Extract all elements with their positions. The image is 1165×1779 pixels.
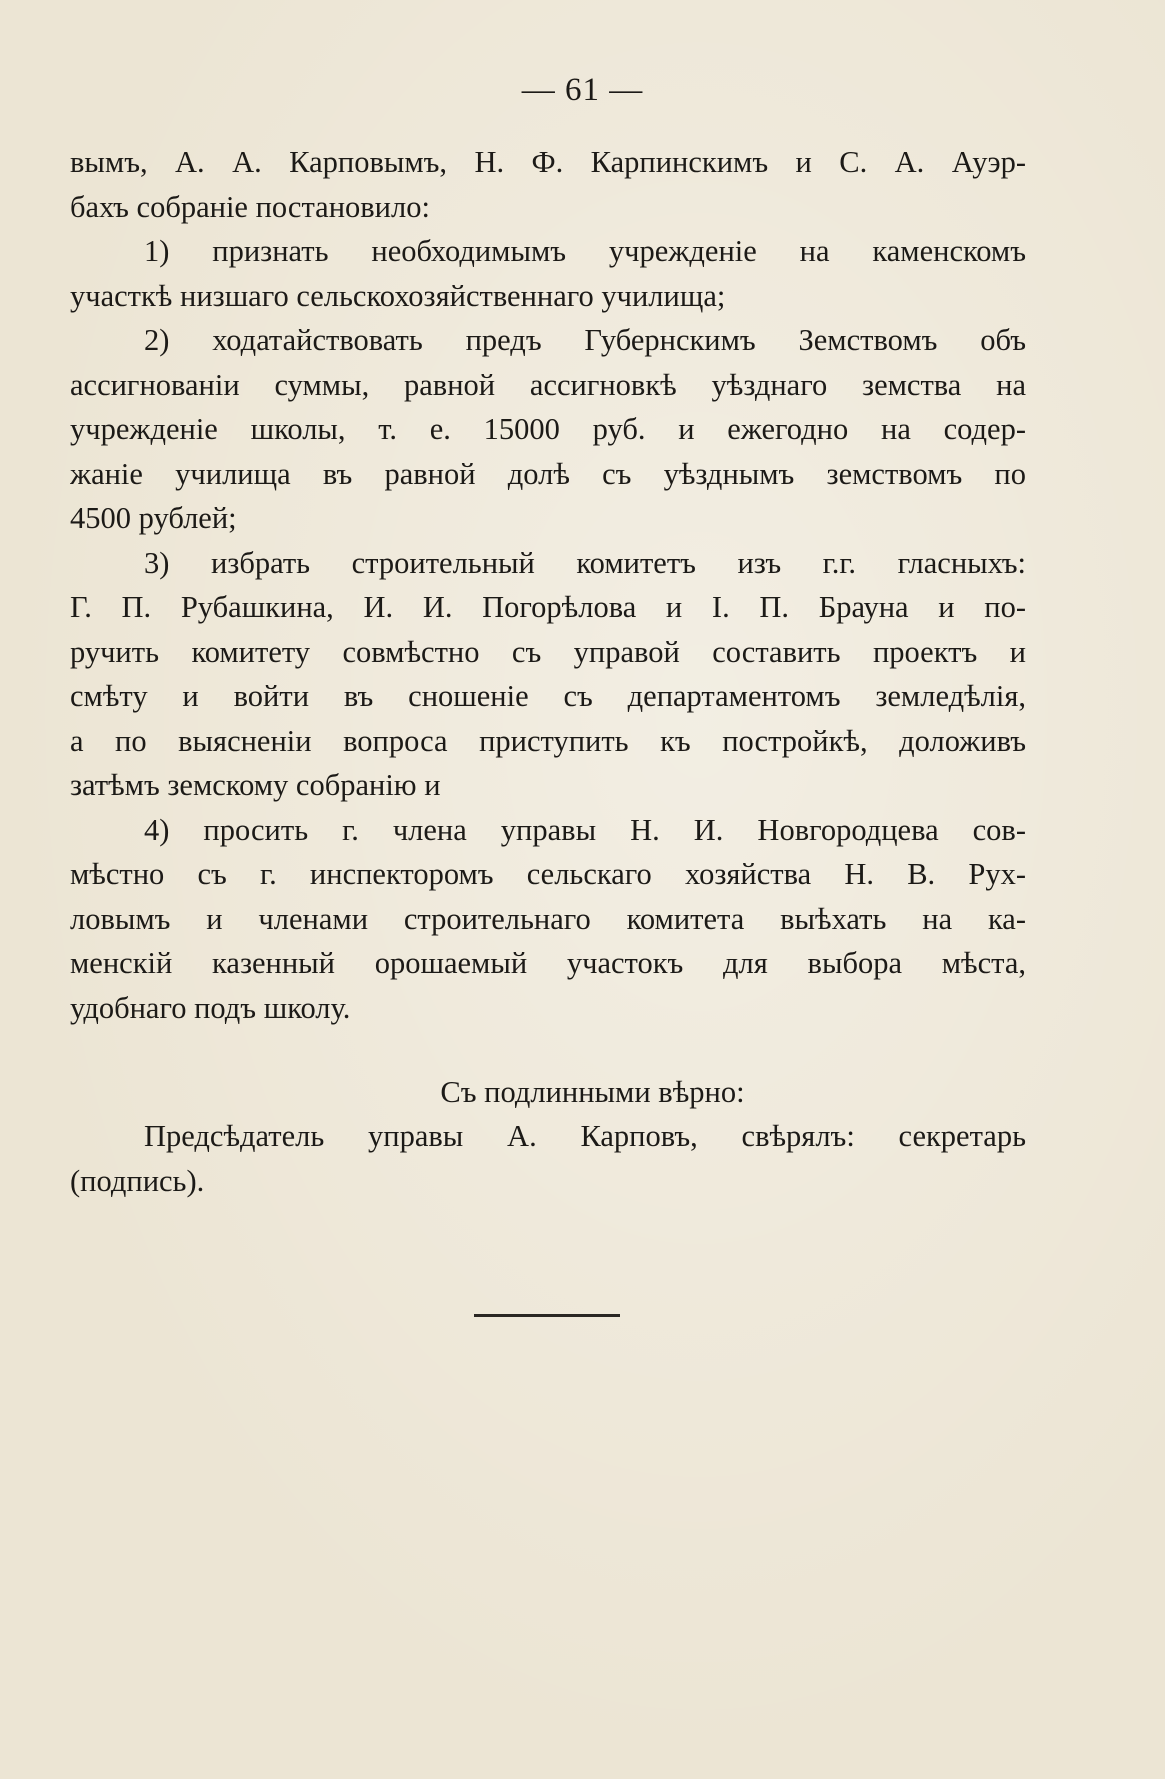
closing-line: (подпись).	[70, 1163, 205, 1198]
text-line: вымъ, А. А. Карповымъ, Н. Ф. Карпинскимъ и С. А. Ауэр-	[70, 145, 1026, 179]
text-line: 4) просить г. члена управы Н. И. Новгородцева сов-	[144, 812, 1026, 847]
text-line: бахъ собраніе постановило:	[70, 189, 430, 224]
text-line: менскій казенный орошаемый участокъ для выбора мѣста,	[70, 946, 1026, 980]
text-line: 3) избрать строительный комитетъ изъ г.г. гласныхъ:	[144, 545, 1026, 580]
text-line: удобнаго подъ школу.	[70, 990, 351, 1025]
body-text	[70, 140, 1026, 1030]
closing-line: Предсѣдатель управы А. Карповъ, свѣрялъ: секретарь	[144, 1119, 1026, 1153]
text-line: жаніе училища въ равной долѣ съ уѣзднымъ земствомъ по	[70, 456, 1026, 491]
text-line: участкѣ низшаго сельскохозяйственнаго училища;	[70, 278, 726, 313]
text-line: 2) ходатайствовать предъ Губернскимъ Земствомъ объ	[144, 323, 1026, 357]
attestation-line: Съ подлинными вѣрно:	[440, 1075, 745, 1109]
text-line: смѣту и войти въ сношеніе съ департаментомъ земледѣлія,	[70, 679, 1026, 713]
separator-rule	[474, 1314, 620, 1317]
text-line: ассигнованіи суммы, равной ассигновкѣ уѣзднаго земства на	[70, 367, 1026, 402]
text-line: 4500 рублей;	[70, 501, 237, 535]
text-line: ловымъ и членами строительнаго комитета выѣхать на ка-	[70, 901, 1026, 936]
text-line: а по выясненіи вопроса приступить къ постройкѣ, доложивъ	[70, 723, 1026, 758]
closing-text	[70, 1114, 1026, 1203]
text-line: мѣстно съ г. инспекторомъ сельскаго хозяйства Н. В. Рух-	[70, 857, 1026, 891]
text-line: затѣмъ земскому собранію и	[70, 768, 441, 802]
text-line: Г. П. Рубашкина, И. И. Погорѣлова и І. П. Брауна и по-	[70, 590, 1026, 624]
text-line: 1) признать необходимымъ учрежденіе на каменскомъ	[144, 234, 1026, 268]
text-line: учрежденіе школы, т. е. 15000 руб. и ежегодно на содер-	[70, 412, 1026, 446]
text-line: ручить комитету совмѣстно съ управой составить проектъ и	[70, 634, 1026, 669]
page-number: — 61 —	[521, 72, 644, 108]
